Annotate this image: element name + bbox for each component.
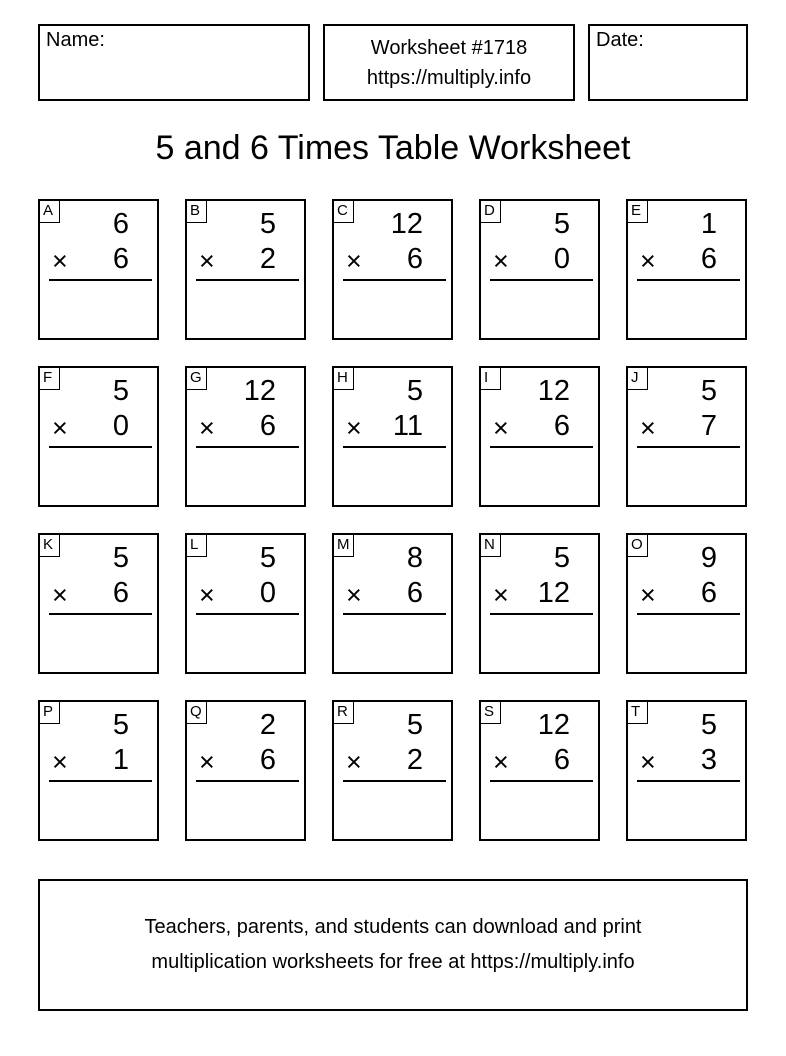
multiplier: 11: [392, 410, 423, 442]
multiplicand: 5: [553, 542, 570, 574]
multiplier: 6: [700, 243, 717, 275]
problem-card[interactable]: [332, 700, 453, 841]
multiplier: 12: [537, 577, 570, 609]
problem-card[interactable]: [626, 199, 747, 340]
problem-letter: B: [187, 201, 207, 223]
worksheet-number: Worksheet #1718: [370, 36, 528, 59]
problem-letter: J: [628, 368, 648, 390]
multiplier: 6: [259, 744, 276, 776]
times-sign: ×: [52, 246, 68, 276]
answer-line: [196, 613, 299, 615]
times-sign: ×: [493, 747, 509, 777]
times-sign: ×: [493, 246, 509, 276]
times-sign: ×: [640, 246, 656, 276]
problem-letter: H: [334, 368, 354, 390]
problem-card[interactable]: [38, 533, 159, 674]
multiplicand: 2: [259, 709, 276, 741]
footer-line-1: Teachers, parents, and students can download and print: [144, 916, 642, 938]
problem-card[interactable]: [479, 700, 600, 841]
problem-card[interactable]: [38, 366, 159, 507]
multiplicand: 12: [243, 375, 276, 407]
answer-line: [343, 613, 446, 615]
multiplier: 2: [259, 243, 276, 275]
multiplicand: 5: [406, 375, 423, 407]
times-sign: ×: [640, 747, 656, 777]
problem-letter: F: [40, 368, 60, 390]
answer-line: [49, 780, 152, 782]
problem-card[interactable]: [479, 366, 600, 507]
problem-letter: M: [334, 535, 354, 557]
multiplicand: 6: [112, 208, 129, 240]
problem-card[interactable]: [479, 533, 600, 674]
problem-letter: S: [481, 702, 501, 724]
times-sign: ×: [199, 747, 215, 777]
multiplier: 6: [406, 243, 423, 275]
multiplier: 0: [112, 410, 129, 442]
problem-letter: Q: [187, 702, 207, 724]
answer-line: [637, 613, 740, 615]
multiplicand: 5: [259, 208, 276, 240]
problem-card[interactable]: [38, 700, 159, 841]
multiplier: 6: [406, 577, 423, 609]
answer-line: [49, 613, 152, 615]
date-box[interactable]: [588, 24, 748, 101]
multiplier: 1: [112, 744, 129, 776]
problem-card[interactable]: [626, 366, 747, 507]
problem-card[interactable]: [332, 366, 453, 507]
multiplicand: 12: [537, 709, 570, 741]
name-label: Name:: [46, 29, 105, 51]
times-sign: ×: [52, 747, 68, 777]
answer-line: [196, 446, 299, 448]
answer-line: [637, 279, 740, 281]
times-sign: ×: [346, 246, 362, 276]
answer-line: [490, 279, 593, 281]
times-sign: ×: [640, 580, 656, 610]
multiplicand: 9: [700, 542, 717, 574]
times-sign: ×: [640, 413, 656, 443]
answer-line: [637, 446, 740, 448]
multiplicand: 1: [700, 208, 717, 240]
times-sign: ×: [199, 413, 215, 443]
problem-letter: K: [40, 535, 60, 557]
multiplier: 6: [553, 410, 570, 442]
multiplicand: 8: [406, 542, 423, 574]
problem-card[interactable]: [332, 533, 453, 674]
multiplicand: 5: [553, 208, 570, 240]
times-sign: ×: [493, 580, 509, 610]
problem-letter: A: [40, 201, 60, 223]
times-sign: ×: [493, 413, 509, 443]
multiplicand: 5: [112, 542, 129, 574]
problem-letter: N: [481, 535, 501, 557]
footer-box: [38, 879, 748, 1011]
problem-letter: D: [481, 201, 501, 223]
multiplier: 3: [700, 744, 717, 776]
multiplicand: 12: [537, 375, 570, 407]
multiplicand: 5: [259, 542, 276, 574]
problem-letter: T: [628, 702, 648, 724]
multiplicand: 5: [112, 375, 129, 407]
answer-line: [49, 446, 152, 448]
problem-letter: P: [40, 702, 60, 724]
multiplicand: 5: [112, 709, 129, 741]
answer-line: [343, 279, 446, 281]
problem-letter: C: [334, 201, 354, 223]
times-sign: ×: [199, 580, 215, 610]
answer-line: [343, 446, 446, 448]
worksheet-info-box: [323, 24, 575, 101]
answer-line: [490, 446, 593, 448]
problem-card[interactable]: [479, 199, 600, 340]
multiplicand: 5: [406, 709, 423, 741]
answer-line: [196, 780, 299, 782]
multiplier: 0: [259, 577, 276, 609]
problem-letter: O: [628, 535, 648, 557]
problem-card[interactable]: [185, 199, 306, 340]
multiplier: 6: [700, 577, 717, 609]
problem-letter: G: [187, 368, 207, 390]
multiplier: 0: [553, 243, 570, 275]
times-sign: ×: [199, 246, 215, 276]
multiplier: 6: [112, 243, 129, 275]
answer-line: [637, 780, 740, 782]
multiplier: 2: [406, 744, 423, 776]
problem-letter: I: [481, 368, 501, 390]
times-sign: ×: [52, 413, 68, 443]
times-sign: ×: [346, 413, 362, 443]
problem-card[interactable]: [185, 533, 306, 674]
times-sign: ×: [346, 747, 362, 777]
worksheet-url: https://multiply.info: [366, 66, 532, 89]
answer-line: [49, 279, 152, 281]
problem-card[interactable]: [185, 366, 306, 507]
problem-card[interactable]: [626, 533, 747, 674]
problem-card[interactable]: [185, 700, 306, 841]
times-sign: ×: [52, 580, 68, 610]
problem-card[interactable]: [332, 199, 453, 340]
multiplier: 6: [553, 744, 570, 776]
page-title: 5 and 6 Times Table Worksheet: [155, 129, 631, 167]
problem-letter: E: [628, 201, 648, 223]
multiplicand: 12: [390, 208, 423, 240]
name-box[interactable]: [38, 24, 310, 101]
problem-card[interactable]: [38, 199, 159, 340]
multiplier: 6: [112, 577, 129, 609]
multiplicand: 5: [700, 709, 717, 741]
multiplier: 6: [259, 410, 276, 442]
answer-line: [490, 780, 593, 782]
problem-card[interactable]: [626, 700, 747, 841]
answer-line: [343, 780, 446, 782]
date-label: Date:: [596, 29, 644, 51]
times-sign: ×: [346, 580, 362, 610]
footer-line-2: multiplication worksheets for free at https://multiply.info: [151, 951, 635, 973]
answer-line: [490, 613, 593, 615]
multiplier: 7: [700, 410, 717, 442]
answer-line: [196, 279, 299, 281]
multiplicand: 5: [700, 375, 717, 407]
problem-letter: R: [334, 702, 354, 724]
problem-letter: L: [187, 535, 207, 557]
